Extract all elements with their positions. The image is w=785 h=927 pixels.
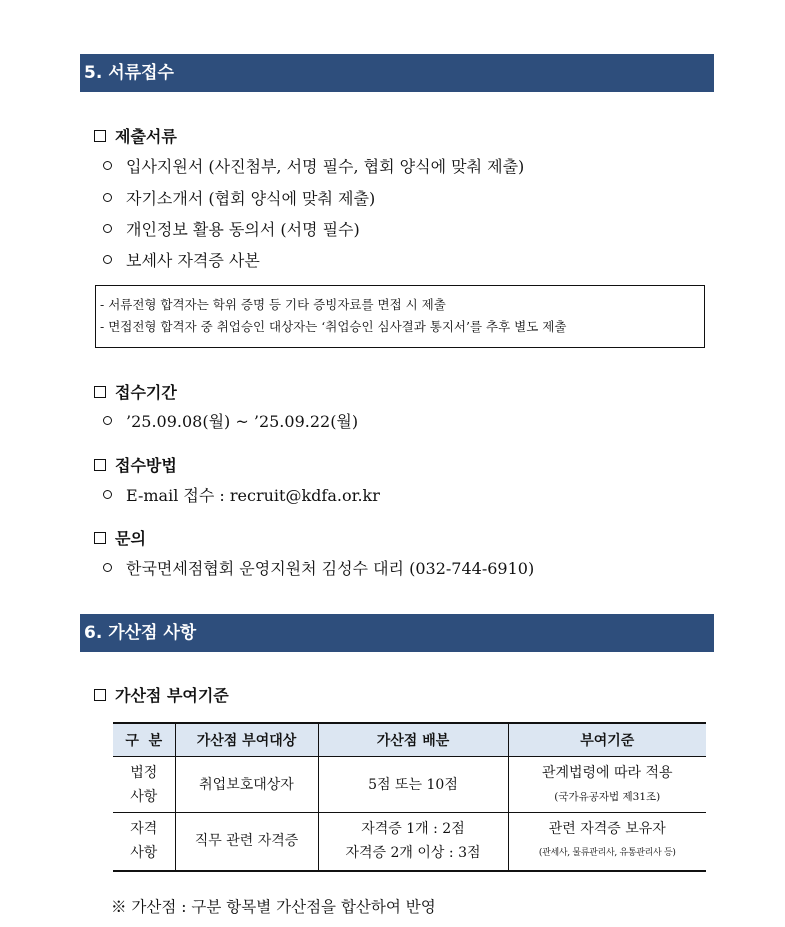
circle-bullet-icon <box>103 161 112 170</box>
header-points: 가산점 배분 <box>318 723 508 757</box>
contact-heading: 문의 <box>94 526 146 549</box>
circle-bullet-icon <box>103 563 112 572</box>
header-target: 가산점 부여대상 <box>175 723 318 757</box>
method-item: E-mail 접수 : recruit@kdfa.or.kr <box>103 483 380 506</box>
notes-box <box>95 285 705 348</box>
list-item: 보세사 자격증 사본 <box>103 248 260 271</box>
period-item: ’25.09.08(월) ~ ’25.09.22(월) <box>103 409 358 432</box>
section-6-title: 6. 가산점 사항 <box>84 623 197 643</box>
basis-cell: 관계법령에 따라 적용 (국가유공자법 제31조) <box>508 757 706 813</box>
period-heading: 접수기간 <box>94 380 177 403</box>
basis-cell: 관련 자격증 보유자 (관세사, 물류관리사, 유통관리사 등) <box>508 813 706 871</box>
target-cell: 취업보호대상자 <box>175 757 318 813</box>
header-basis: 부여기준 <box>508 723 706 757</box>
bonus-points-table <box>113 722 706 872</box>
circle-bullet-icon <box>103 255 112 264</box>
footnote: ※ 가산점 : 구분 항목별 가산점을 합산하여 반영 <box>111 898 436 916</box>
docs-heading: 제출서류 <box>94 124 177 147</box>
section-5-title: 5. 서류접수 <box>84 63 174 83</box>
list-item: 입사지원서 (사진첨부, 서명 필수, 협회 양식에 맞춰 제출) <box>103 154 524 177</box>
circle-bullet-icon <box>103 490 112 499</box>
table-header-row <box>113 723 706 757</box>
list-item: 개인정보 활용 동의서 (서명 필수) <box>103 217 360 240</box>
section-6-title-bar <box>80 614 714 652</box>
checkbox-square-icon <box>94 532 106 544</box>
criteria-heading: 가산점 부여기준 <box>94 683 229 706</box>
checkbox-square-icon <box>94 130 106 142</box>
checkbox-square-icon <box>94 459 106 471</box>
header-category: 구 분 <box>113 723 175 757</box>
note-line: - 서류전형 합격자는 학위 증명 등 기타 증빙자료를 면접 시 제출 <box>100 297 446 312</box>
note-line: - 면접전형 합격자 중 취업승인 대상자는 ‘취업승인 심사결과 통지서’를 추후 별도 제출 <box>100 319 567 334</box>
points-cell: 자격증 1개 : 2점 자격증 2개 이상 : 3점 <box>318 813 508 871</box>
checkbox-square-icon <box>94 689 106 701</box>
points-cell: 5점 또는 10점 <box>318 757 508 813</box>
method-heading: 접수방법 <box>94 453 177 476</box>
target-cell: 직무 관련 자격증 <box>175 813 318 871</box>
circle-bullet-icon <box>103 416 112 425</box>
circle-bullet-icon <box>103 193 112 202</box>
table-row <box>113 813 706 871</box>
list-item: 자기소개서 (협회 양식에 맞춰 제출) <box>103 186 375 209</box>
section-5-title-bar <box>80 54 714 92</box>
category-cell: 법정 사항 <box>113 757 175 813</box>
table-row <box>113 757 706 813</box>
contact-item: 한국면세점협회 운영지원처 김성수 대리 (032-744-6910) <box>103 556 534 579</box>
checkbox-square-icon <box>94 386 106 398</box>
circle-bullet-icon <box>103 224 112 233</box>
category-cell: 자격 사항 <box>113 813 175 871</box>
